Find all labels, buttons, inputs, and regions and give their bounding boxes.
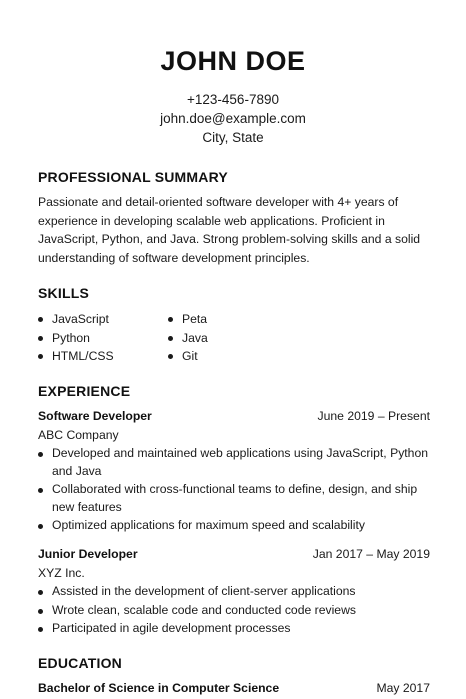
job-company: XYZ Inc. xyxy=(38,566,85,580)
experience-heading: EXPERIENCE xyxy=(38,383,131,399)
list-item: Wrote clean, scalable code and conducted code reviews xyxy=(38,602,438,620)
candidate-name: JOHN DOE xyxy=(160,46,306,76)
degree-title: Bachelor of Science in Computer Science xyxy=(38,681,280,695)
skill-item: JavaScript xyxy=(38,310,114,329)
job-bullets xyxy=(38,583,438,639)
contact-email: john.doe@example.com xyxy=(160,111,306,126)
list-item: Optimized applications for maximum speed and scalability xyxy=(38,517,438,535)
list-item: Collaborated with cross-functional teams to define, design, and ship new features xyxy=(38,481,438,516)
list-item: Developed and maintained web applications using JavaScript, Python and Java xyxy=(38,445,438,480)
skills-list-right xyxy=(168,310,208,366)
summary-text: Passionate and detail-oriented software developer with 4+ years of experience in developing scalable web applications. Proficient in JavaScript, Python, and Java. Strong problem-solving skills and a solid understanding of software development principles. xyxy=(38,195,421,265)
contact-location: City, State xyxy=(202,130,264,145)
list-item: Assisted in the development of client-server applications xyxy=(38,583,438,601)
contact-phone: +123-456-7890 xyxy=(187,92,279,107)
job-bullets xyxy=(38,445,438,536)
skill-item: Java xyxy=(168,329,208,348)
summary-heading: PROFESSIONAL SUMMARY xyxy=(38,169,228,185)
education-heading: EDUCATION xyxy=(38,655,122,671)
skills-list-left xyxy=(38,310,114,366)
skill-item: Python xyxy=(38,329,114,348)
job-dates: June 2019 – Present xyxy=(317,409,430,423)
degree-date: May 2017 xyxy=(376,681,430,695)
list-item: Participated in agile development processes xyxy=(38,620,438,638)
job-title: Junior Developer xyxy=(38,547,138,561)
skills-heading: SKILLS xyxy=(38,285,89,301)
job-company: ABC Company xyxy=(38,428,119,442)
job-dates: Jan 2017 – May 2019 xyxy=(312,547,430,561)
skill-item: Peta xyxy=(168,310,208,329)
job-title: Software Developer xyxy=(38,409,152,423)
skill-item: Git xyxy=(168,347,208,366)
skill-item: HTML/CSS xyxy=(38,347,114,366)
